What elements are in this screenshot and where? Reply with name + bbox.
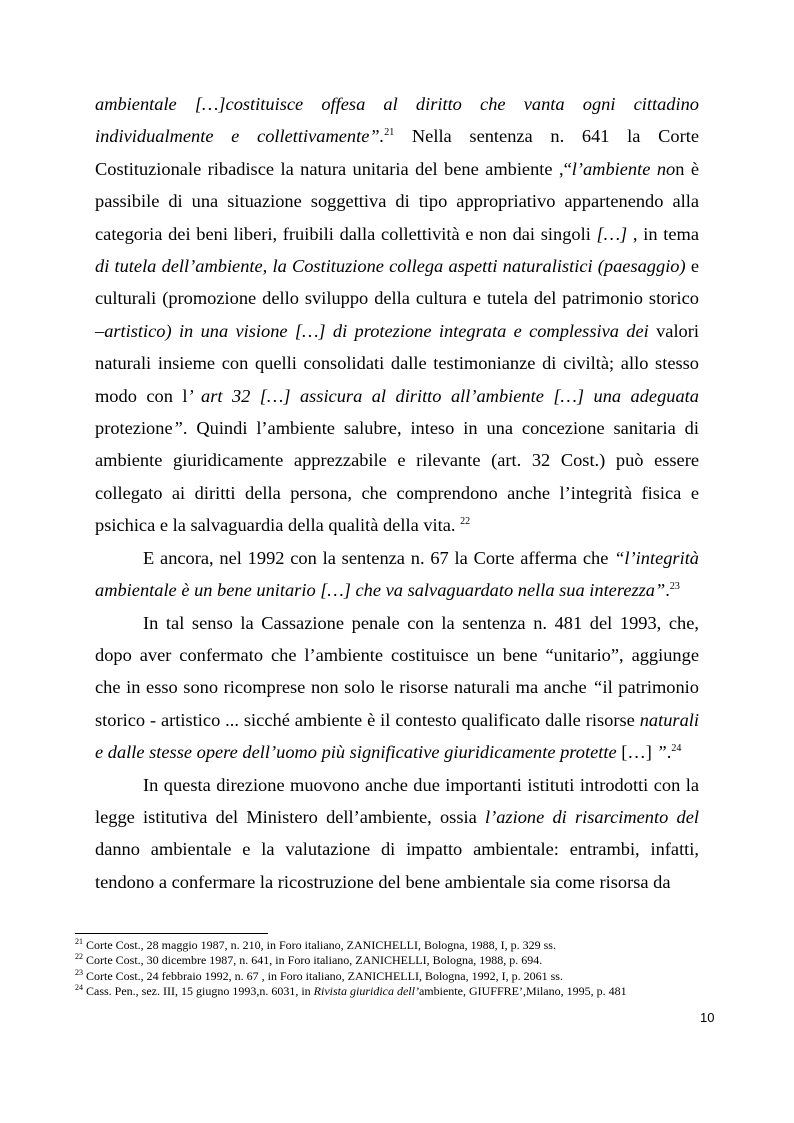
note-ref: 21 bbox=[384, 127, 395, 139]
footnote-22 bbox=[75, 953, 715, 968]
note-ref: 24 bbox=[671, 743, 682, 754]
note-ref: 23 bbox=[669, 580, 680, 592]
text-run: l’ambiente no bbox=[571, 158, 676, 179]
text-run: –artistico) in una visione […] di protezione integrata e complessiva dei bbox=[95, 320, 649, 341]
text-run: n è passibile di una situazione soggettiva di tipo appropriativo appartenendo alla categoria dei beni liberi, fruibili dalla collettività e non dai singoli bbox=[95, 158, 699, 244]
text-run: E ancora, nel 1992 con la sentenza n. 67 la Corte afferma che bbox=[143, 547, 615, 568]
text-run: Cass. Pen., sez. III, 15 giugno 1993,n. 6031, in bbox=[83, 983, 314, 998]
body-text bbox=[95, 88, 699, 898]
text-run: “l’integrità ambientale è un bene unitario […] che va salvaguardato nella sua interezza” bbox=[95, 547, 699, 601]
text-run: […] bbox=[616, 742, 657, 763]
text-run: il patrimonio storico - artistico ... sicché ambiente è il contesto qualificato dalle risorse bbox=[95, 677, 699, 730]
paragraph-3 bbox=[95, 607, 699, 769]
text-run: ’ art 32 […] assicura al diritto all’ambiente […] una adeguata bbox=[187, 385, 699, 406]
footnote-24 bbox=[75, 984, 715, 999]
text-run: In questa direzione muovono anche due importanti istituti introdotti con la legge istitutiva del Ministero dell’ambiente, ossia bbox=[95, 774, 699, 827]
text-run: . bbox=[665, 580, 670, 601]
text-run: Corte Cost., 24 febbraio 1992, n. 67 , in Foro italiano, ZANICHELLI, Bologna, 1992, I, p. 2061 ss. bbox=[83, 968, 563, 983]
page-number: 10 bbox=[700, 1010, 715, 1025]
paragraph-1 bbox=[95, 88, 699, 542]
footnote-separator bbox=[75, 933, 268, 934]
text-run: “ bbox=[592, 677, 603, 698]
text-run: danno ambientale e la valutazione di impatto ambientale: entrambi, infatti, tendono a confermare la ricostruzione del bene ambientale sia come risorsa da bbox=[95, 839, 699, 892]
text-run: Corte Cost., 30 dicembre 1987, n. 641, in Foro italiano, ZANICHELLI, Bologna, 1988, p. 694. bbox=[83, 953, 543, 968]
text-run: ” bbox=[656, 742, 667, 763]
text-run: ambiente, GIUFFRE’,Milano, 1995, p. 481 bbox=[418, 983, 627, 998]
text-run: , in tema bbox=[627, 223, 700, 244]
text-run: . bbox=[666, 742, 672, 763]
text-run: Corte Cost., 28 maggio 1987, n. 210, in Foro italiano, ZANICHELLI, Bologna, 1988, I, p. 329 ss. bbox=[83, 938, 556, 952]
text-run: Rivista giuridica dell’ bbox=[313, 983, 419, 998]
note-ref: 22 bbox=[460, 516, 471, 528]
note-ref: 21 bbox=[75, 937, 83, 946]
footnotes bbox=[75, 938, 715, 999]
text-run: In tal senso la Cassazione penale con la sentenza n. 481 del 1993, che, dopo aver confermato che l’ambiente costituisce un bene “unitario”, aggiunge che in esso sono ricomprese non solo le risorse naturali ma anche bbox=[95, 612, 699, 698]
text-run: . Quindi l’ambiente salubre, inteso in una concezione sanitaria di ambiente giuridicamente apprezzabile e rilevante (art. 32 Cost.) può essere collegato ai diritti della persona, che comprendono anche l’integrità fisica e psichica e la salvaguardia della qualità della vita. bbox=[95, 418, 699, 536]
text-run: e culturali (promozione dello sviluppo della cultura e tutela del patrimonio storico bbox=[95, 256, 699, 309]
note-ref: 23 bbox=[75, 967, 83, 977]
text-run: protezione bbox=[95, 418, 173, 439]
text-run: l’azione di risarcimento del bbox=[485, 806, 699, 827]
paragraph-2 bbox=[95, 542, 699, 607]
note-ref: 24 bbox=[75, 982, 83, 992]
text-run: naturali e dalle stesse opere dell’uomo più significative giuridicamente protette bbox=[95, 709, 699, 763]
text-run: ” bbox=[172, 418, 183, 439]
paragraph-4 bbox=[95, 769, 699, 899]
text-run: valori naturali insieme con quelli consolidati dalle testimonianze di civiltà; allo stesso modo con l bbox=[95, 320, 699, 406]
text-run: di tutela dell’ambiente, la Costituzione collega aspetti naturalistici (paesaggio) bbox=[95, 256, 686, 277]
note-ref: 22 bbox=[75, 952, 83, 962]
footnote-21 bbox=[75, 938, 715, 953]
text-run: Nella sentenza n. 641 la Corte Costituzionale ribadisce la natura unitaria del bene ambiente ,“ bbox=[95, 126, 699, 179]
footnote-23 bbox=[75, 969, 715, 984]
text-run: […] bbox=[596, 223, 628, 244]
text-run: ambientale […]costituisce offesa al diritto che vanta ogni cittadino individualmente e collettivamente”. bbox=[95, 94, 699, 147]
